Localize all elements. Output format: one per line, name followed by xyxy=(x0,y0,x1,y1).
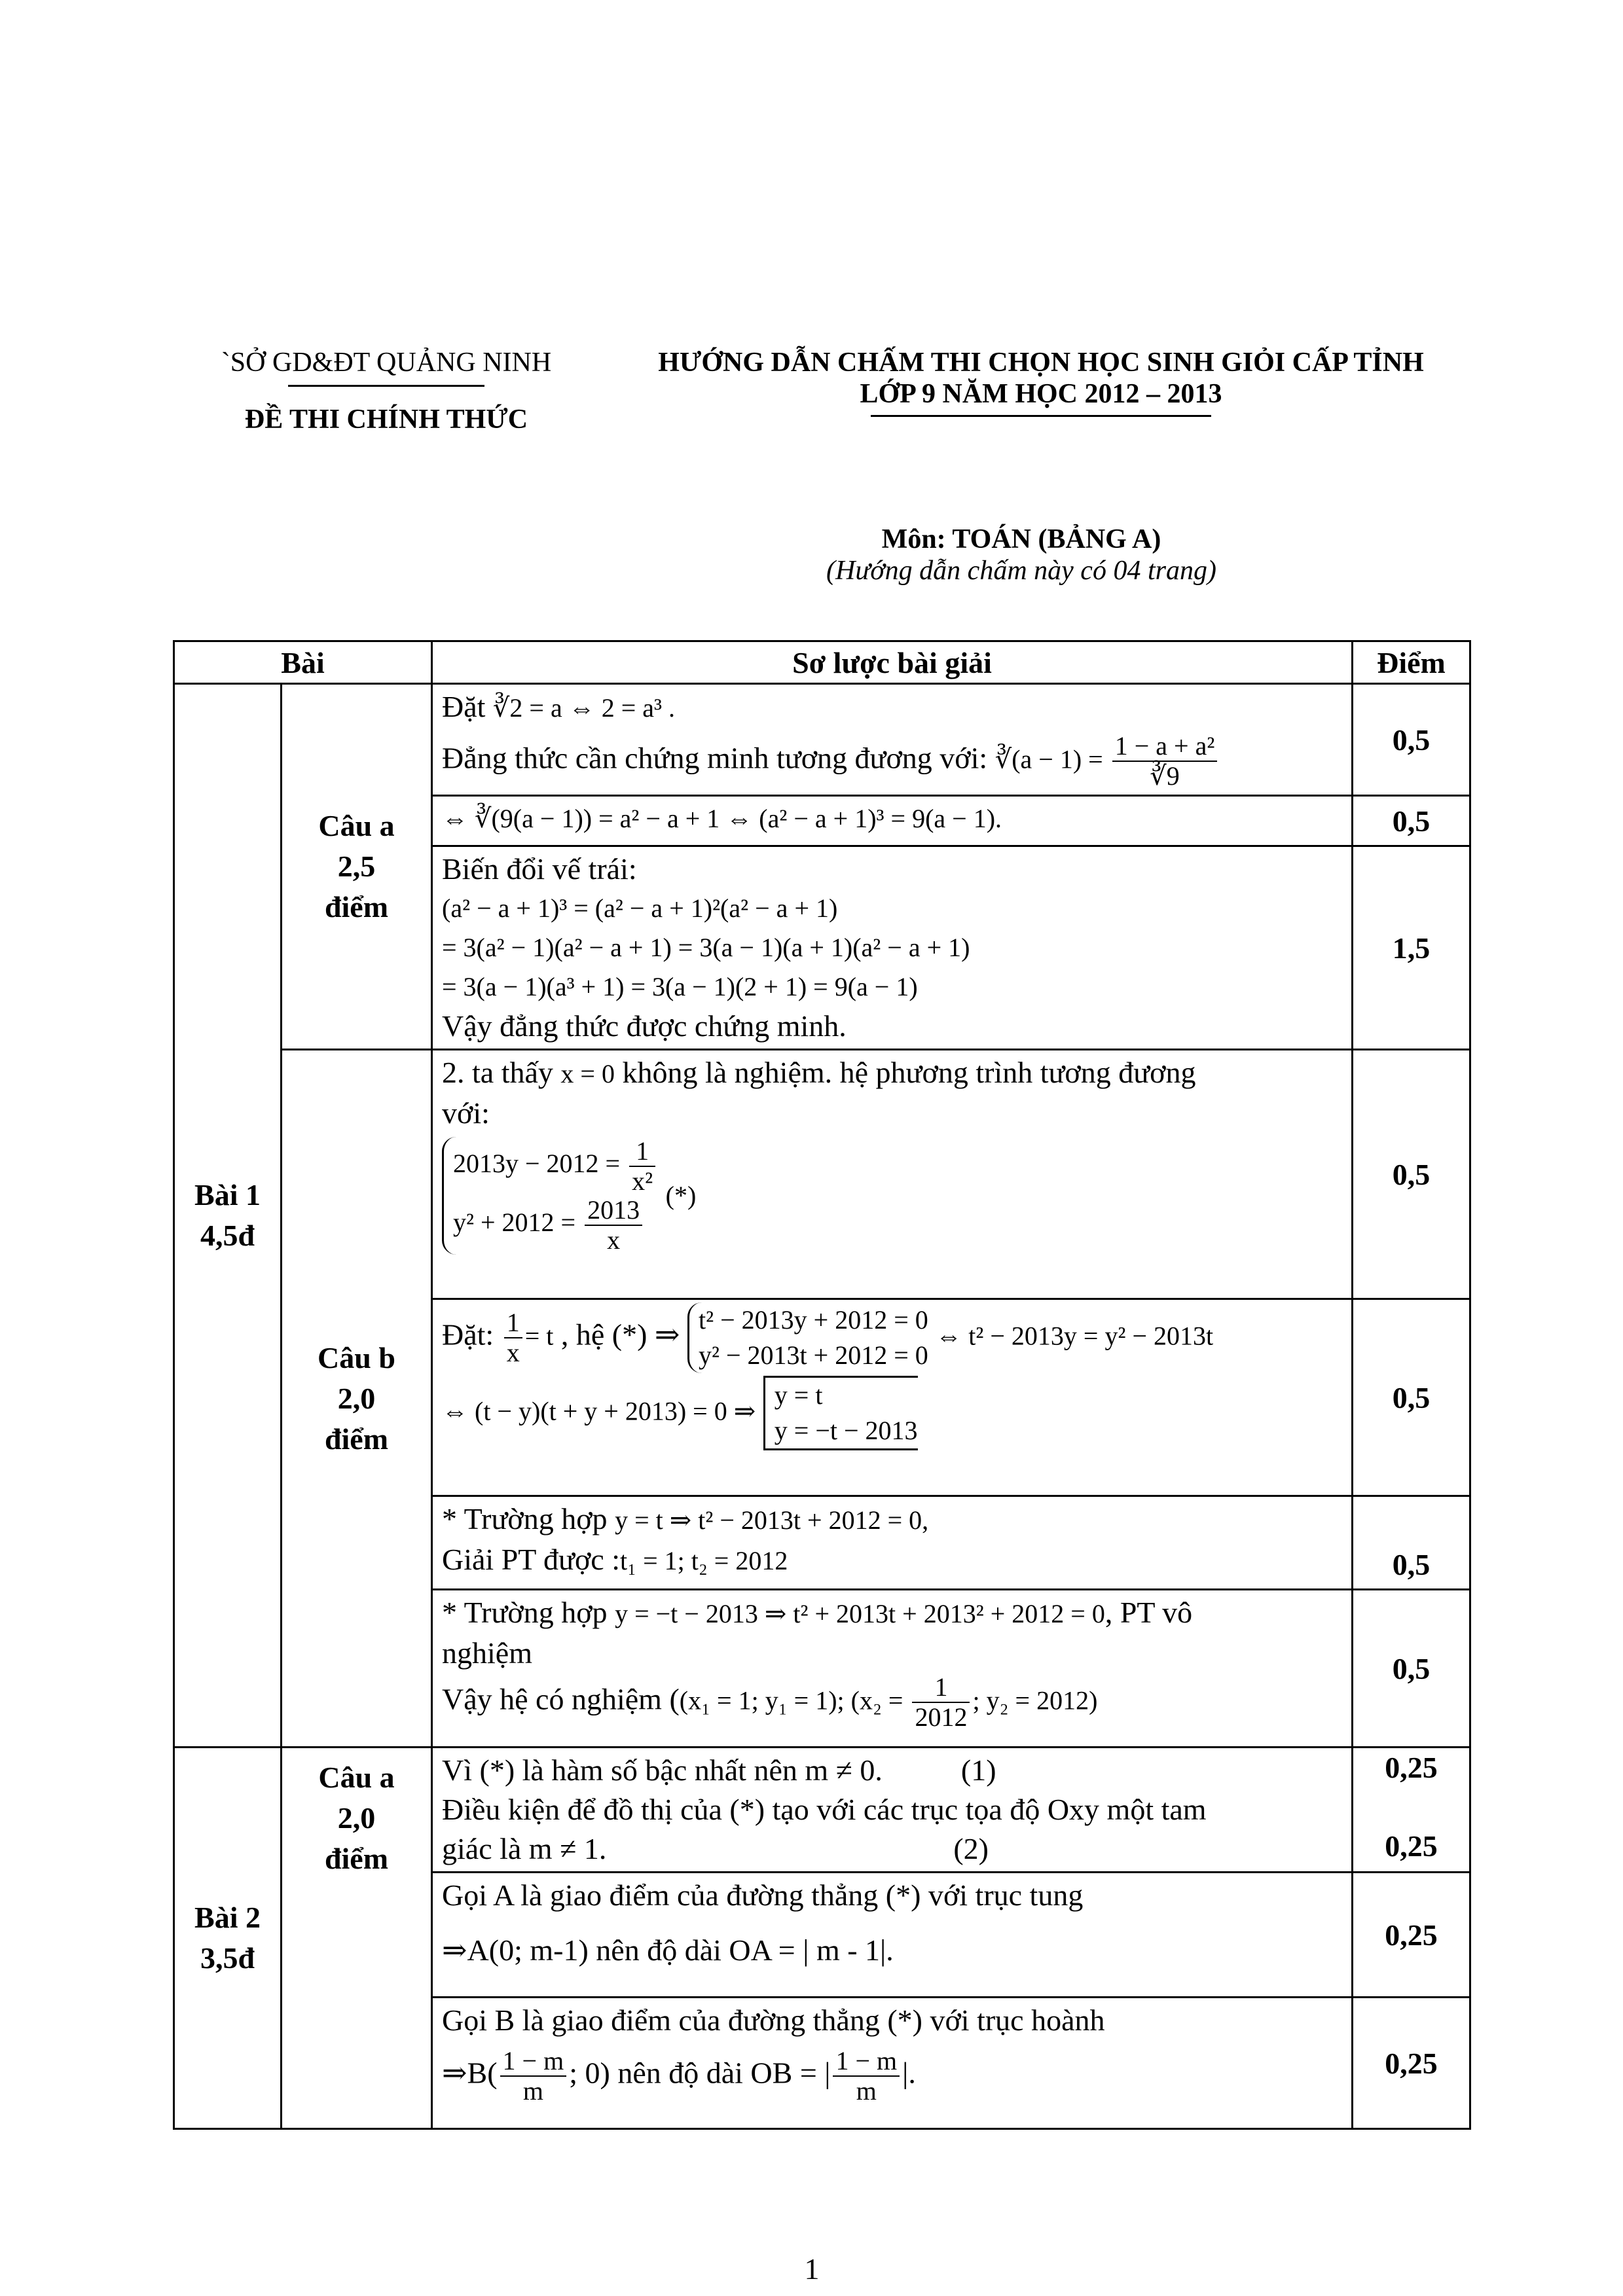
solution-cell: Vì (*) là hàm số bậc nhất nên m ≠ 0. (1) Điều kiện để đồ thị của (*) tạo với các trục tọa độ Oxy một tam giác là m ≠ 1. (2) xyxy=(432,1748,1353,1873)
header-left xyxy=(190,347,583,435)
table-row xyxy=(174,1748,1470,1873)
points-cell: 0,5 xyxy=(1353,1050,1470,1299)
points-cell: 0,5 xyxy=(1353,1496,1470,1590)
equation-system: 2013y − 2012 = $\frac{1}{\text{x²}}$ y² + 2012 = $\frac{2013}{x}$ xyxy=(442,1137,658,1255)
bai1-cau-a-label: Câu a 2,5 điểm xyxy=(282,684,432,1050)
solution-table xyxy=(173,640,1471,2130)
solution-cell: Gọi A là giao điểm của đường thẳng (*) với trục tung ⇒A(0; m-1) nên độ dài OA = | m - 1|. xyxy=(432,1873,1353,1998)
bai2-label: Bài 2 3,5đ xyxy=(174,1748,282,2129)
page-count-note: (Hướng dẫn chấm này có 04 trang) xyxy=(826,556,1216,586)
header-right xyxy=(589,347,1493,417)
table-row xyxy=(174,684,1470,796)
points-cell: 0,5 xyxy=(1353,796,1470,846)
solution-cell: Đặt: $\frac{1}{x}$ = t , hệ (*) ⇒ t² − 2013y + 2012 = 0 y² − 2013t + 2012 = 0 ⇔ t² − 2013y = y² − 2013t ⇔ (t − y)(t + y + 2013) = 0 ⇒ y = t y = −t − 2013 xyxy=(432,1299,1353,1496)
points-cell: 0,5 xyxy=(1353,684,1470,796)
points-cell: 1,5 xyxy=(1353,846,1470,1050)
points-cell: 0,25 xyxy=(1353,1873,1470,1998)
subject-block xyxy=(694,524,1349,586)
solution-cell: Biến đổi vế trái: (a² − a + 1)³ = (a² − a + 1)²(a² − a + 1) = 3(a² − 1)(a² − a + 1) = 3(a − 1)(a + 1)(a² − a + 1) = 3(a − 1)(a³ + 1) = 3(a − 1)(2 + 1) = 9(a − 1) Vậy đẳng thức được chứng minh. xyxy=(432,846,1353,1050)
header-left-rule xyxy=(288,385,484,387)
solution-cell: ⇔ ∛(9(a − 1)) = a² − a + 1 ⇔ (a² − a + 1)³ = 9(a − 1). xyxy=(432,796,1353,846)
col-header-bai: Bài xyxy=(174,641,432,684)
solution-cell: * Trường hợp y = t ⇒ t² − 2013t + 2012 = 0, Giải PT được :t₁ = 1; t₂ = 2012 xyxy=(432,1496,1353,1590)
header-right-rule xyxy=(871,415,1211,417)
official-exam-label: ĐỀ THI CHÍNH THỨC xyxy=(244,404,528,435)
solution-cell: 2. ta thấy x = 0 không là nghiệm. hệ phương trình tương đương với: 2013y − 2012 = $\frac{1}{\text{x²}}$ y² + 2012 = $\frac{2013}{x}$ (*) xyxy=(432,1050,1353,1299)
solution-cell: Đặt ∛2 = a ⇔ 2 = a³ . Đẳng thức cần chứng minh tương đương với: ∛(a − 1) = $\frac{\text{1 − a + a²}}{∛9}$ xyxy=(432,684,1353,796)
solution-cell: Gọi B là giao điểm của đường thẳng (*) với trục hoành ⇒B( $\frac{1 - m}{m}$ ; 0) nên độ dài OB = | $\frac{1 - m}{m}$ |. xyxy=(432,1998,1353,2129)
bai1-cau-b-label: Câu b 2,0 điểm xyxy=(282,1050,432,1748)
points-cell: 0,25 0,25 xyxy=(1353,1748,1470,1873)
col-header-solution: Sơ lược bài giải xyxy=(432,641,1353,684)
doc-title-line1: HƯỚNG DẪN CHẤM THI CHỌN HỌC SINH GIỎI CẤP TỈNH xyxy=(658,348,1424,378)
department-name: `SỞ GD&ĐT QUẢNG NINH xyxy=(221,348,552,378)
points-cell: 0,5 xyxy=(1353,1299,1470,1496)
bai1-label: Bài 1 4,5đ xyxy=(174,684,282,1748)
doc-title-line2: LỚP 9 NĂM HỌC 2012 – 2013 xyxy=(860,379,1222,409)
page-number: 1 xyxy=(804,2252,820,2286)
points-cell: 0,5 xyxy=(1353,1590,1470,1748)
table-row xyxy=(174,1050,1470,1299)
subject-title: Môn: TOÁN (BẢNG A) xyxy=(881,524,1161,554)
col-header-points: Điểm xyxy=(1353,641,1470,684)
points-cell: 0,25 xyxy=(1353,1998,1470,2129)
table-header-row xyxy=(174,641,1470,684)
fraction: $\frac{\text{1 − a + a²}}{∛9}$ xyxy=(1112,732,1218,791)
solution-cell: * Trường hợp y = −t − 2013 ⇒ t² + 2013t + 2013² + 2012 = 0, PT vô nghiệm Vậy hệ có nghiệm ((x₁ = 1; y₁ = 1); (x₂ = $\frac{1}{2012}$ ; y₂ = 2012) xyxy=(432,1590,1353,1748)
bai2-cau-a-label: Câu a 2,0 điểm xyxy=(282,1748,432,2129)
